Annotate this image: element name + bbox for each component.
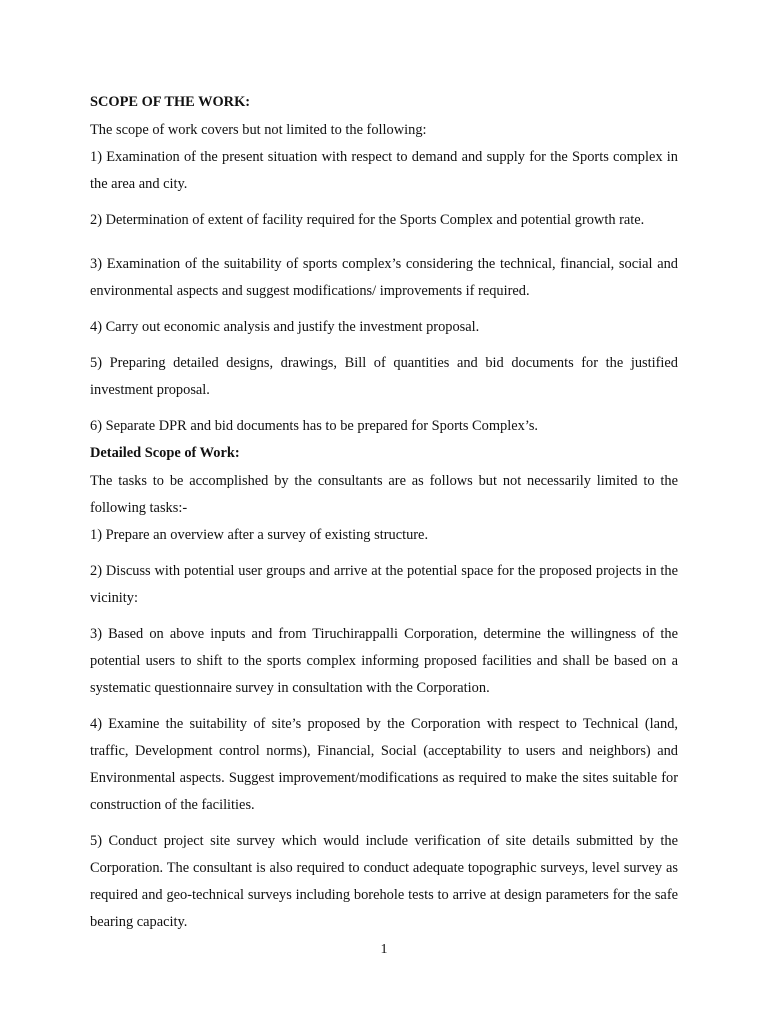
scope-item-6: 6) Separate DPR and bid documents has to be prepared for Sports Complex’s. [90,418,539,434]
scope-item-4: 4) Carry out economic analysis and justify the investment proposal. [90,319,480,335]
task-item-2: 2) Discuss with potential user groups and arrive at the potential space for the proposed projects in the vicinity: [90,563,678,606]
section-heading-scope: SCOPE OF THE WORK: [90,94,251,110]
task-item-1: 1) Prepare an overview after a survey of existing structure. [90,527,429,543]
scope-item-2: 2) Determination of extent of facility required for the Sports Complex and potential growth rate. [90,212,645,228]
scope-item-5: 5) Preparing detailed designs, drawings, Bill of quantities and bid documents for the justified investment proposal. [90,355,678,398]
section-heading-detailed-scope: Detailed Scope of Work: [90,445,240,461]
task-item-3: 3) Based on above inputs and from Tiruchirappalli Corporation, determine the willingness of the potential users to shift to the sports complex informing proposed facilities and shall be based on a systematic questionnaire survey in consultation with the Corporation. [90,626,678,696]
task-item-5: 5) Conduct project site survey which would include verification of site details submitted by the Corporation. The consultant is also required to conduct adequate topographic surveys, level survey as required and geo-technical surveys including borehole tests to arrive at design parameters for the safe bearing capacity. [90,833,678,930]
scope-intro: The scope of work covers but not limited to the following: [90,122,427,138]
scope-item-3: 3) Examination of the suitability of sports complex’s considering the technical, financial, social and environmental aspects and suggest modifications/ improvements if required. [90,256,678,299]
tasks-intro: The tasks to be accomplished by the consultants are as follows but not necessarily limited to the following tasks:- [90,473,678,516]
task-item-4: 4) Examine the suitability of site’s proposed by the Corporation with respect to Technical (land, traffic, Development control norms), Financial, Social (acceptability to users and neighbors) and Environmental aspects. Suggest improvement/modifications as required to make the sites suitable for construction of the facilities. [90,716,678,813]
scope-item-1: 1) Examination of the present situation with respect to demand and supply for the Sports complex in the area and city. [90,149,678,192]
page-number: 1 [380,942,388,957]
document-body [90,89,678,945]
